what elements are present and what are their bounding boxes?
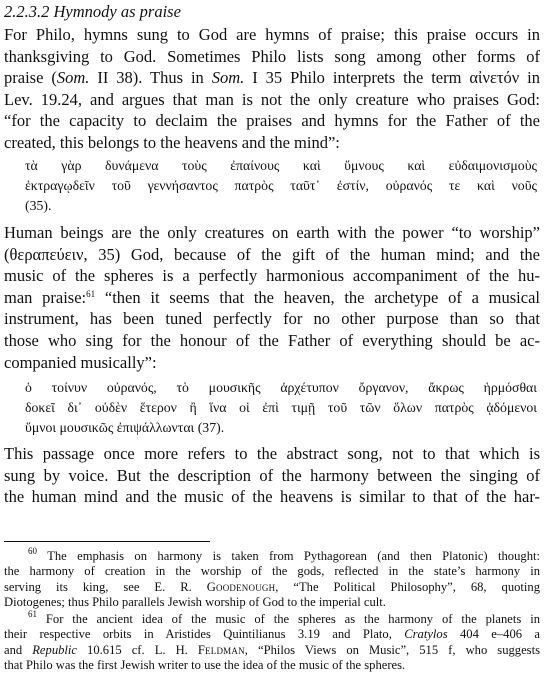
footnote-number: 61 [28, 609, 37, 619]
greek-quote-1-line-3: (35). [25, 198, 52, 213]
footnote-61-line-4: that Philo was the first Jewish writer to use the idea of the music of the spheres. [4, 658, 406, 673]
paragraph-2-line-7: companied musically”: [4, 352, 157, 372]
paragraph-3-line-2: sung by voice. But the description of the harmony between the singing of [4, 465, 540, 485]
paragraph-1-line-2: thanksgiving to God. Sometimes Philo lists song among other forms of [4, 46, 540, 66]
footnote-61-line-2 [4, 627, 540, 642]
text-run: “then it seems that the heaven, the archetype of a musical [95, 287, 540, 307]
paragraph-3 [4, 443, 540, 508]
text-run: praise ( [4, 68, 57, 88]
text-run: I 35 Philo interprets the term αἰνετόν in [244, 68, 540, 88]
footnote-61-line-1 [4, 609, 540, 627]
footnote-number: 60 [28, 546, 37, 556]
footnote-60 [4, 546, 540, 611]
footnote-separator [4, 541, 210, 542]
greek-quote-2 [25, 378, 537, 438]
text-run: II 38). Thus in [89, 68, 212, 88]
section-heading: 2.2.3.2 Hymnody as praise [4, 2, 181, 21]
paragraph-2-line-2: (θεραπεύειν, 35) God, because of the gift of the human mind; and the [4, 244, 540, 264]
work-title: Republic [32, 642, 77, 657]
footnote-60-line-3 [4, 580, 540, 595]
paragraph-1-line-6: created, this belongs to the heavens and the mind”: [4, 132, 340, 152]
work-title: Cratylos [404, 627, 448, 642]
paragraph-1-line-3 [4, 67, 540, 89]
author-name: Feldman [197, 642, 245, 657]
paragraph-1-line-4: Lev. 19.24, and argues that man is not the only creature who praises God: [4, 89, 540, 109]
footnote-ref-61: 61 [86, 288, 96, 299]
greek-quote-1 [25, 156, 537, 216]
citation-abbrev: Som. [56, 68, 90, 88]
text-run: their respective orbits in Aristides Quintilianus 3.19 and Plato, [4, 627, 405, 642]
footnote-61-line-3 [4, 643, 540, 658]
greek-quote-2-line-2: δοκεῖ δι᾽ οὐδὲν ἕτερον ἢ ἵνα οἱ ἐπὶ τιμῇ τοῦ τῶν ὅλων πατρὸς ᾀδόμενοι [25, 400, 537, 415]
footnote-60-line-2: the harmony of creation in the worship of the gods, reflected in the state’s harmony in [4, 564, 540, 579]
footnote-60-line-1 [4, 546, 540, 564]
paragraph-2-line-4 [4, 287, 540, 309]
citation-abbrev: Som. [211, 68, 245, 88]
footnote-60-line-4: Diotogenes; thus Philo parallels Jewish worship of God to the imperial cult. [4, 595, 386, 610]
paragraph-2-line-3: music of the spheres is a perfectly harmonious accompaniment of the hu- [4, 266, 540, 286]
paragraph-2-line-5: instrument, has been tuned perfectly for no other purpose than so that [4, 309, 540, 329]
greek-quote-1-line-2: ἐκτραγῳδεῖν τοῦ γεννήσαντος πατρὸς ταῦτ᾽ ἐστίν, οὐρανός τε καὶ νοῦς [25, 178, 537, 193]
paragraph-3-line-1: This passage once more refers to the abstract song, not to that which is [4, 444, 540, 463]
paragraph-1 [4, 24, 540, 154]
greek-quote-2-line-1: ὁ τοίνυν οὐρανός, τὸ μουσικῆς ἀρχέτυπον ὄργανον, ἄκρως ἡρμόσθαι [25, 380, 537, 395]
text-run: serving its king, see E. R. [4, 579, 207, 594]
text-run: For the ancient idea of the music of the spheres as the harmony of the planets in [37, 612, 540, 626]
greek-quote-2-line-3: ὕμνοι μουσικῶς ἐπιψάλλωνται (37). [25, 420, 225, 435]
text-run: , “Philos Views on Music”, 515 f, who suggests [244, 642, 540, 657]
paragraph-1-line-1: For Philo, hymns sung to God are hymns of praise; this praise occurs in [4, 25, 540, 44]
text-run: 10.615 cf. L. H. [77, 642, 198, 657]
footnote-61 [4, 609, 541, 674]
text-run: , “The Political Philosophy”, 68, quoting [275, 579, 540, 594]
paragraph-3-line-3: the human mind and the music of the heavens is similar to that of the har- [4, 487, 540, 507]
paragraph-2 [4, 222, 540, 373]
paragraph-1-line-5: “for the capacity to declaim the praises and hymns for the Father of the [4, 111, 540, 131]
paragraph-2-line-1: Human beings are the only creatures on earth with the power “to worship” [4, 223, 540, 242]
text-run: The emphasis on harmony is taken from Pythagorean (and then Platonic) thought: [37, 549, 540, 563]
text-run: and [4, 642, 33, 657]
greek-quote-1-line-1: τὰ γὰρ δυνάμενα τοὺς ἐπαίνους καὶ ὕμνους καὶ εὐδαιμονισμοὺς [25, 158, 537, 173]
text-run: 404 e–406 a [447, 627, 541, 642]
paragraph-2-line-6: those who sing for the honour of the Father of everything should be ac- [4, 330, 540, 350]
text-run: man praise: [4, 287, 87, 307]
author-name: Goodenough [206, 579, 276, 594]
